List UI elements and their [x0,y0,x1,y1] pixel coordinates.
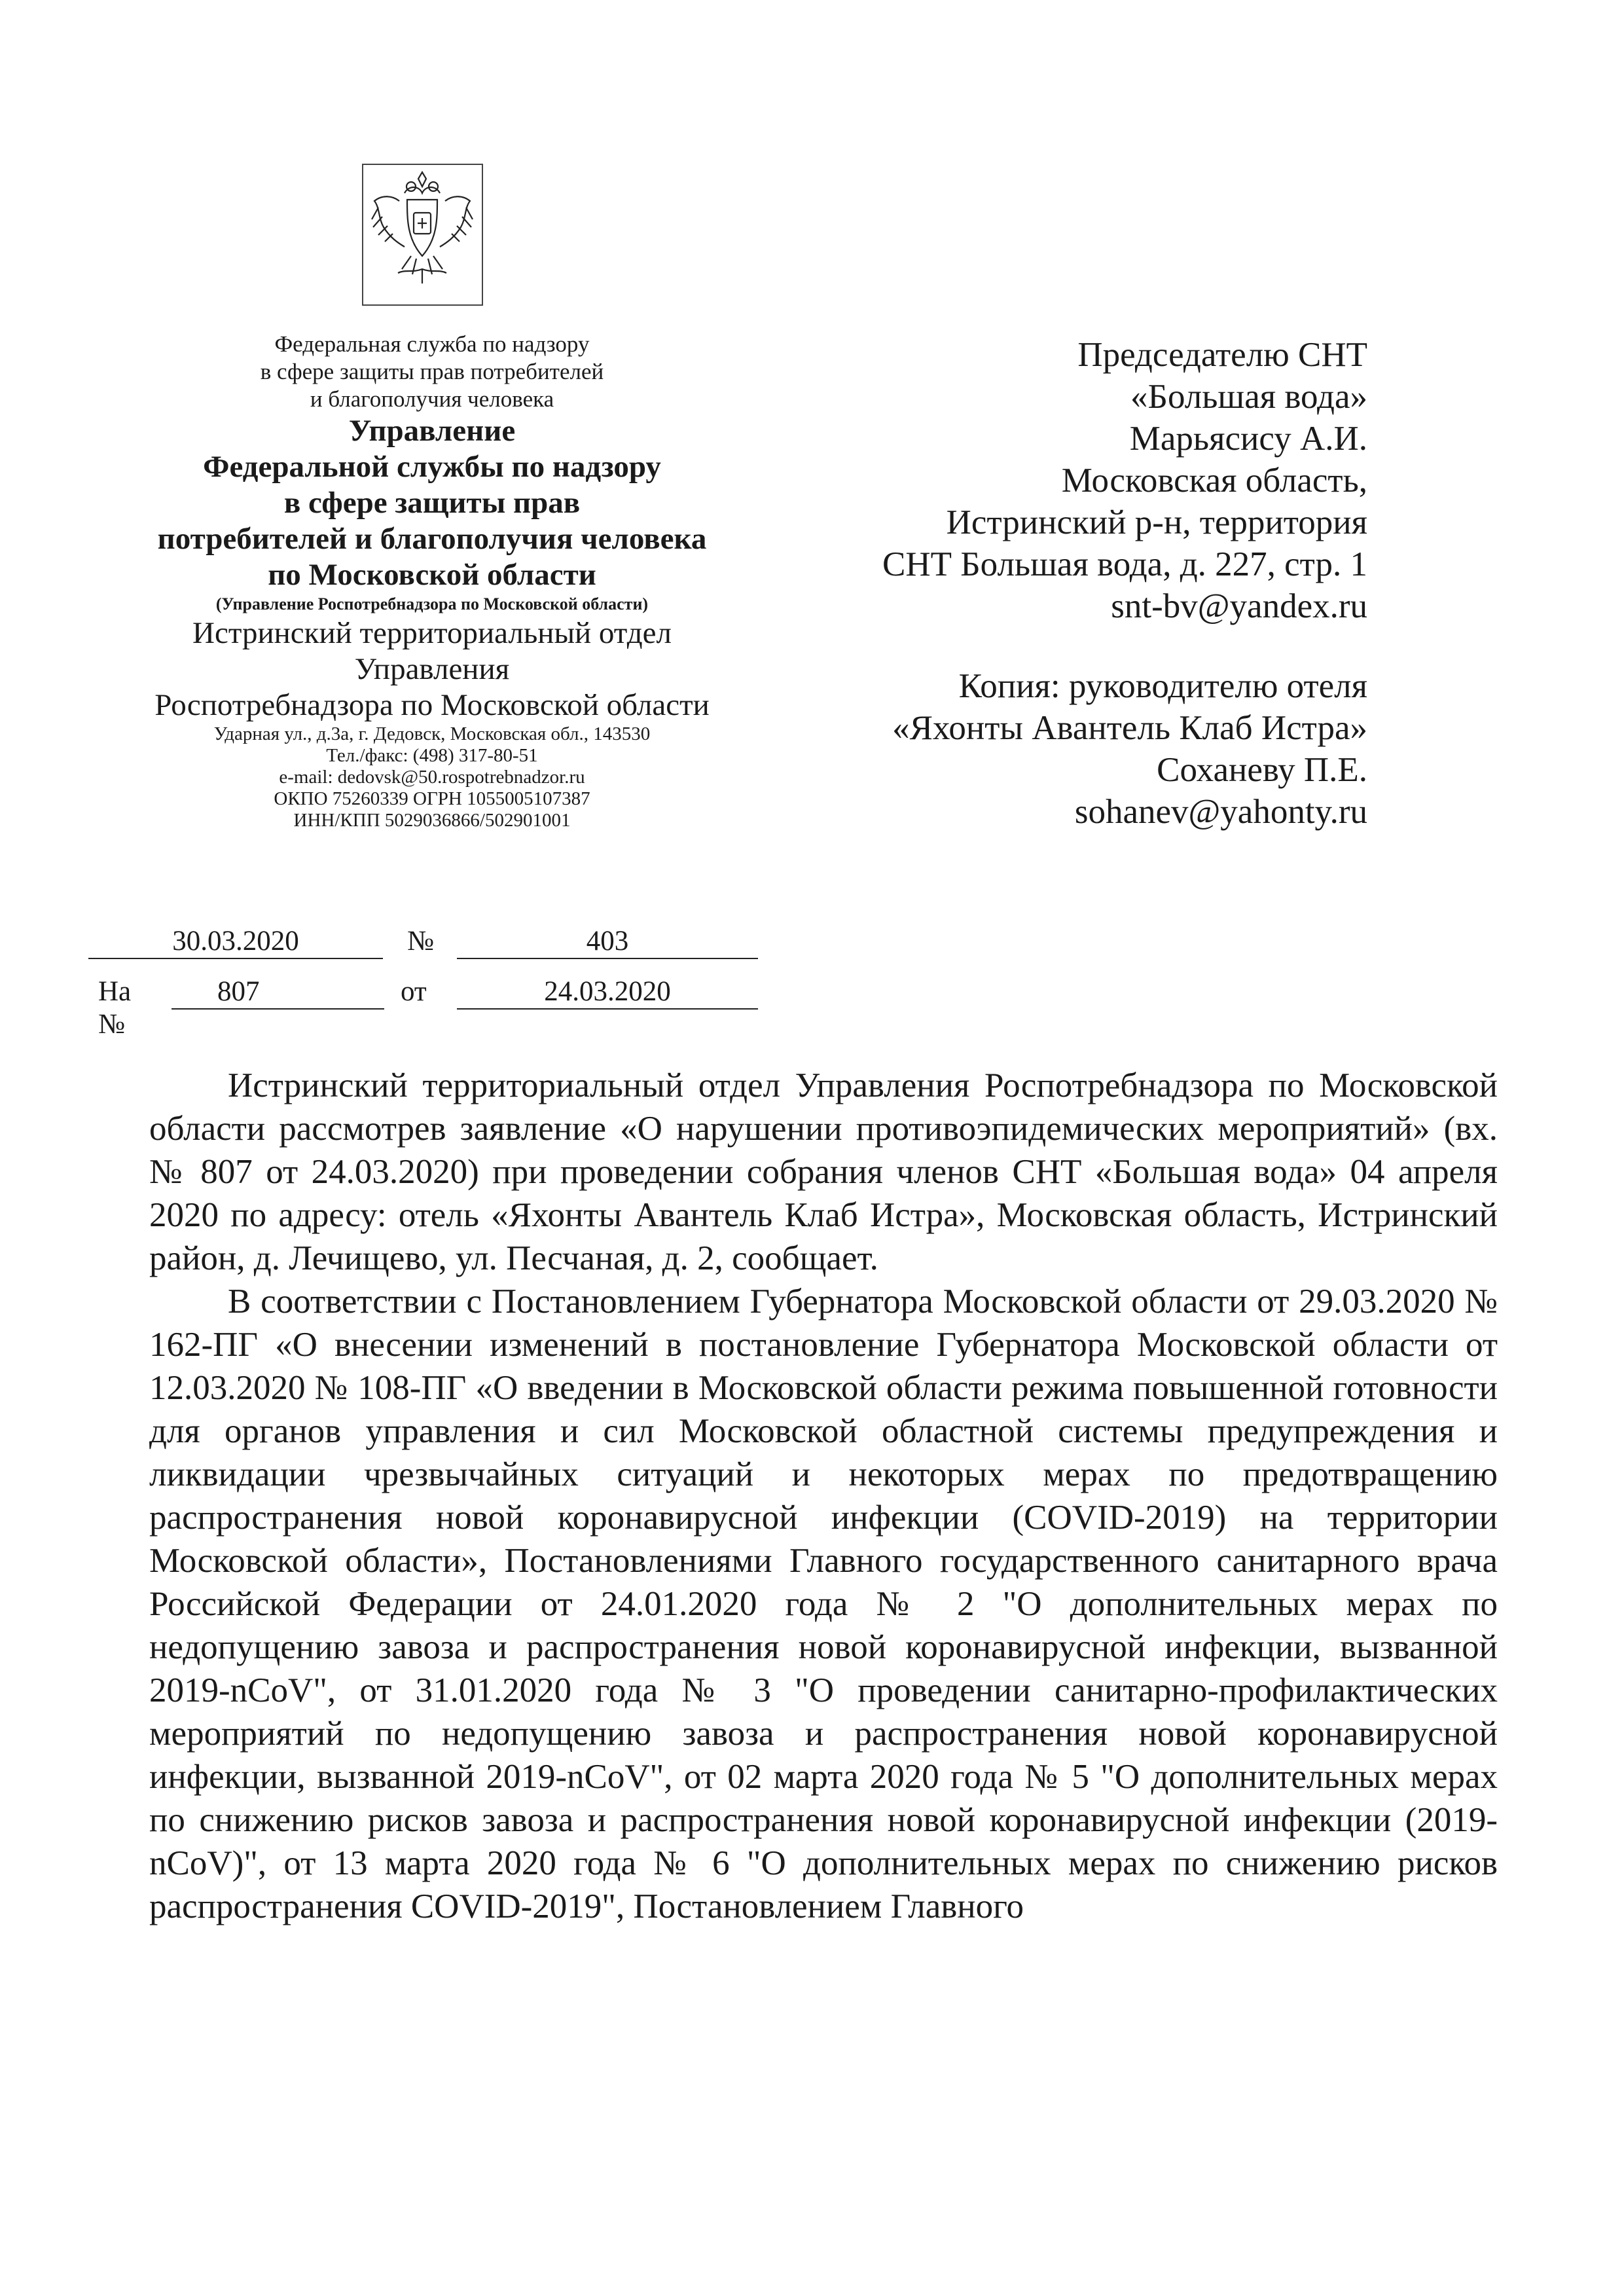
recipient-line: Марьясису А.И. [1129,420,1367,458]
sender-line: по Московской области [268,558,596,592]
sender-line: Роспотребнадзора по Московской области [154,688,710,722]
sender-line: Управление [348,414,516,448]
sender-line: e-mail: dedovsk@50.rospotrebnadzor.ru [279,767,585,788]
copy-line: Соханеву П.Е. [1157,751,1367,789]
sender-line: потребителей и благополучия человека [157,522,707,556]
body-paragraph: В соответствии с Постановлением Губернатора Московской области от 29.03.2020 № 162-ПГ «О внесении изменений в постановление Губернатора Московской области от 12.03.2020 № 108-ПГ «О введении в Московской области режима повышенной готовности для органов управления и сил Московской областной системы предупреждения и ликвидации чрезвычайных ситуаций и некоторых мерах по предотвращению распространения новой коронавирусной инфекции (COVID-2019) на территории Московской области», Постановлениями Главного государственного санитарного врача Российской Федерации от 24.01.2020 года № 2 "О дополнительных мерах по недопущению завоза и распространения новой коронавирусной инфекции, вызванной 2019-nCoV", от 31.01.2020 года № 3 "О проведении санитарно-профилактических мероприятий по недопущению завоза и распространения новой коронавирусной инфекции, вызванной 2019-nCoV", от 02 марта 2020 года № 5 "О дополнительных мерах по снижению рисков завоза и распространения новой коронавирусной инфекции (2019-nCoV)", от 13 марта 2020 года № 6 "О дополнительных мерах по снижению рисков распространения COVID-2019", Постановлением Главного [149,1283,1498,1925]
ref-label: На № [98,976,132,1040]
body-paragraph: Истринский территориальный отдел Управления Роспотребнадзора по Московской области рассмотрев заявление «О нарушении противоэпидемических мероприятий» (вх. № 807 от 24.03.2020) при проведении собрания членов СНТ «Большая вода» 04 апреля 2020 по адресу: отель «Яхонты Авантель Клаб Истра», Московская область, Истринский район, д. Лечищево, ул. Песчаная, д. 2, сообщает. [149,1066,1498,1277]
sender-line: в сфере защиты прав потребителей [260,359,604,384]
ref-date: 24.03.2020 [457,975,758,1010]
letter-body [149,1064,1498,1928]
sender-line: Ударная ул., д.3а, г. Дедовск, Московская обл., 143530 [213,723,651,744]
number-label: № [407,926,435,957]
sender-line: в сфере защиты прав [283,486,581,520]
sender-line: ИНН/КПП 5029036866/502901001 [293,810,571,831]
copy-email: sohanev@yahonty.ru [1074,793,1367,831]
sender-line: ОКПО 75260339 ОГРН 1055005107387 [274,788,590,809]
recipient-line: Председателю СНТ [1077,336,1367,374]
recipient-line: «Большая вода» [1130,378,1367,416]
copy-line: «Яхонты Авантель Клаб Истра» [892,709,1367,747]
sender-line: Тел./факс: (498) 317-80-51 [326,745,538,766]
coat-of-arms-emblem [359,160,486,311]
recipient-line: Истринский р-н, территория [946,503,1367,541]
recipient-line: Московская область, [1061,462,1367,500]
sender-line: и благополучия человека [310,386,554,412]
recipient-spacer [713,627,1367,665]
recipient-email: snt-bv@yandex.ru [1111,587,1367,625]
sender-line: Истринский территориальный отдел [192,616,672,650]
sender-line: Управления [354,652,510,686]
ref-number: 807 [171,975,384,1010]
sender-line: Федеральной службы по надзору [203,450,661,484]
outgoing-date: 30.03.2020 [88,925,383,959]
recipient-line: СНТ Большая вода, д. 227, стр. 1 [882,545,1367,583]
copy-line: Копия: руководителю отеля [958,667,1367,705]
outgoing-number: 403 [457,925,758,959]
ref-from-label: от [401,976,427,1007]
sender-line: (Управление Роспотребнадзора по Московской области) [215,594,649,613]
sender-line: Федеральная служба по надзору [274,331,590,357]
recipient-block [713,334,1367,833]
sender-block [79,331,785,831]
